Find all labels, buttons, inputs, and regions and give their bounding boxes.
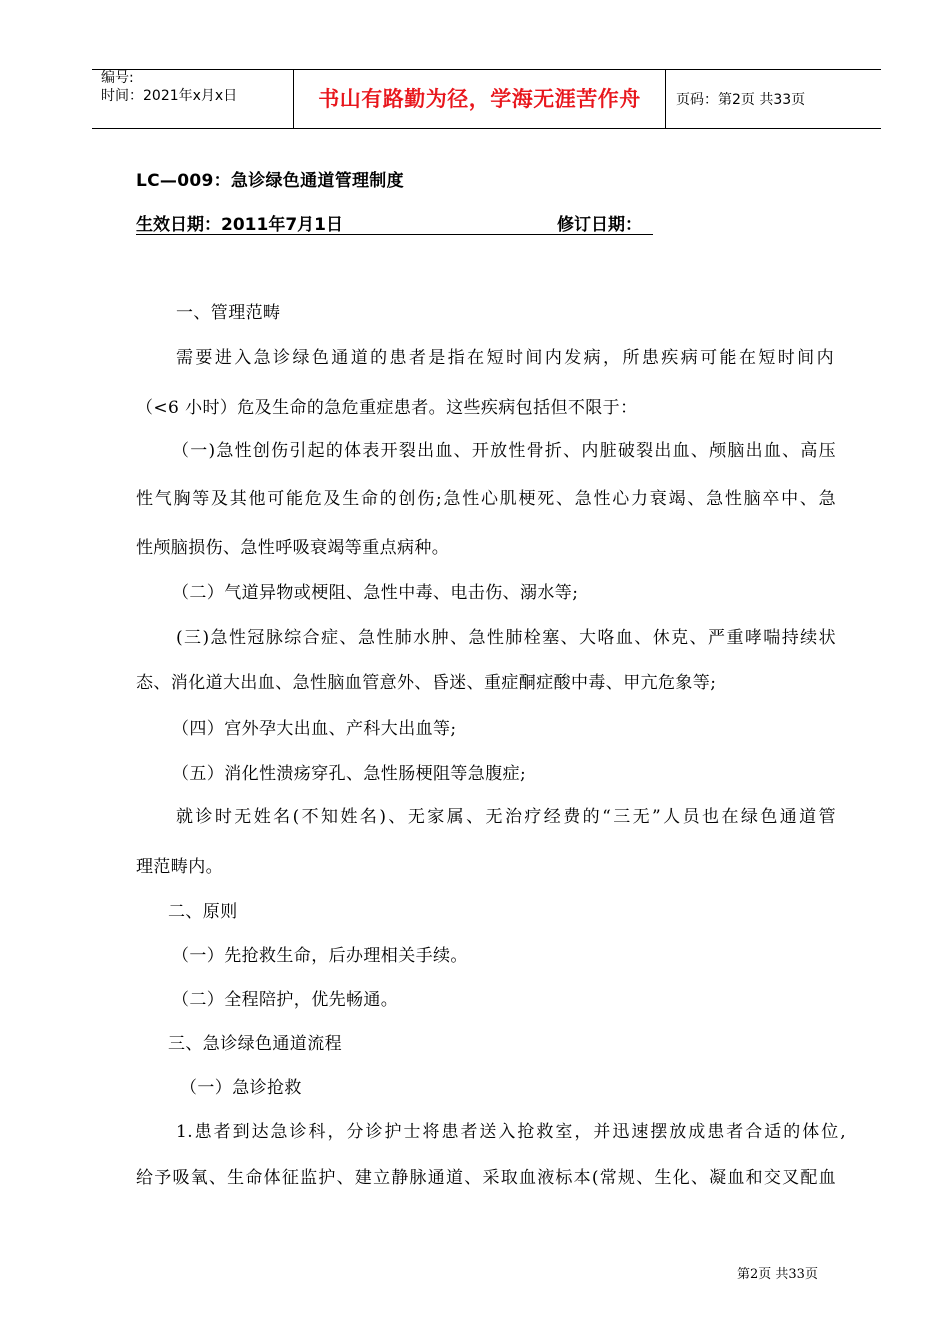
header-motto: 书山有路勤为径，学海无涯苦作舟 [318,87,641,111]
subsection-heading: （一）急诊抢救 [180,1078,302,1098]
paragraph-line: 需要进入急诊绿色通道的患者是指在短时间内发病，所患疾病可能在短时间内 [176,348,834,368]
list-item-line: （一)急性创伤引起的体表开裂出血、开放性骨折、内脏破裂出血、颅脑出血、高压 [172,441,836,461]
header-number: 编号: [101,70,134,86]
list-item: （二）气道异物或梗阻、急性中毒、电击伤、溺水等; [172,583,579,603]
list-item: （四）宫外孕大出血、产科大出血等; [172,719,457,739]
header-top-rule [92,69,881,70]
section-heading: 一、管理范畴 [176,303,281,323]
list-item-line: 态、消化道大出血、急性脑血管意外、昏迷、重症酮症酸中毒、甲亢危象等; [136,673,717,693]
header-divider-right [665,69,666,129]
header-time: 时间：2021年x月x日 [101,88,238,104]
paragraph-line: 就诊时无姓名(不知姓名)、无家属、无治疗经费的“三无”人员也在绿色通道管 [176,807,836,827]
list-item: （一）先抢救生命，后办理相关手续。 [172,946,468,966]
footer-page-number: 第2页 共33页 [737,1267,818,1282]
paragraph-line: 1.患者到达急诊科，分诊护士将患者送入抢救室，并迅速摆放成患者合适的体位, [176,1122,846,1142]
paragraph-line: （<6 小时）危及生命的急危重症患者。这些疾病包括但不限于： [136,398,638,418]
paragraph-line: 理范畴内。 [136,857,223,877]
header-page-number: 页码：第2页 共33页 [676,92,806,108]
date-row [136,210,653,235]
section-heading: 三、急诊绿色通道流程 [168,1034,342,1054]
revision-date: 修订日期： [557,215,642,235]
list-item-line: 性颅脑损伤、急性呼吸衰竭等重点病种。 [136,538,450,558]
list-item: （五）消化性溃疡穿孔、急性肠梗阻等急腹症; [172,764,527,784]
list-item-line: 性气胸等及其他可能危及生命的创伤;急性心肌梗死、急性心力衰竭、急性脑卒中、急 [136,489,836,509]
section-heading: 二、原则 [168,902,238,922]
header-bottom-rule [92,128,881,129]
list-item-line: (三)急性冠脉综合症、急性肺水肿、急性肺栓塞、大咯血、休克、严重哮喘持续状 [176,628,836,648]
paragraph-line: 给予吸氧、生命体征监护、建立静脉通道、采取血液标本(常规、生化、凝血和交叉配血 [136,1168,836,1188]
effective-date: 生效日期：2011年7月1日 [136,215,343,235]
list-item: （二）全程陪护，优先畅通。 [172,990,399,1010]
document-title: LC—009：急诊绿色通道管理制度 [136,171,404,191]
